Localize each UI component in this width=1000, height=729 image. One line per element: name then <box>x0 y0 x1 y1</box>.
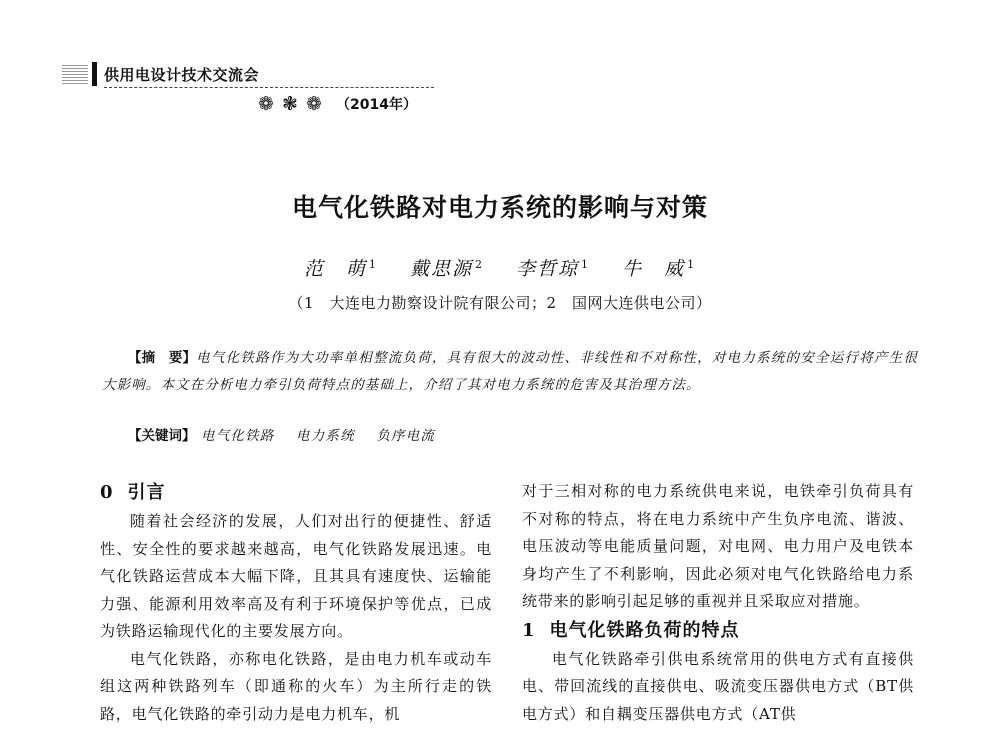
right-column <box>522 478 914 728</box>
keyword: 负序电流 <box>376 428 436 444</box>
author-list <box>0 254 1000 281</box>
keywords <box>128 424 451 444</box>
running-header <box>62 60 502 94</box>
author: 李哲琼 $^1$ <box>516 257 591 280</box>
keyword: 电力系统 <box>296 428 355 444</box>
ornament-icon: ❁ <box>258 93 274 115</box>
section-heading-intro: 0 引言 <box>100 482 166 503</box>
article-title: 电气化铁路对电力系统的影响与对策 <box>291 193 708 222</box>
header-divider <box>104 87 434 88</box>
paragraph: 电气化铁路，亦称电化铁路，是由电力机车或动车组这两种铁路列车（即通称的火车）为主所行走的铁路，电气化铁路的牵引动力是电力机车，机 <box>100 649 492 723</box>
ornament-icon: ❃ <box>282 93 298 115</box>
header-bar-decoration <box>92 62 97 86</box>
conference-year: （2014年） <box>336 97 418 113</box>
left-column <box>100 478 492 728</box>
abstract-text: 电气化铁路作为大功率单相整流负荷，具有很大的波动性、非线性和不对称性，对电力系统的安全运行将产生很大影响。本文在分析电力牵引负荷特点的基础上，介绍了其对电力系统的危害及其治理方法。 <box>102 350 918 393</box>
abstract-label: 【摘 要】 <box>128 350 197 366</box>
affiliations: （1 大连电力勘察设计院有限公司；2 国网大连供电公司） <box>288 294 712 312</box>
section-heading-features: 1 电气化铁路负荷的特点 <box>522 619 740 641</box>
abstract <box>102 345 918 399</box>
paragraph: 电气化铁路牵引供电系统常用的供电方式有直接供电、带回流线的直接供电、吸流变压器供电方式（BT供电方式）和自耦变压器供电方式（AT供 <box>522 649 914 723</box>
author: 牛 威 $^1$ <box>622 257 697 280</box>
keywords-label: 【关键词】 <box>128 428 196 444</box>
author: 范 萌 $^1$ <box>303 257 378 280</box>
year-row <box>258 93 417 115</box>
paragraph: 对于三相对称的电力系统供电来说，电铁牵引负荷具有不对称的特点，将在电力系统中产生负序电流、谐波、电压波动等电能质量问题，对电网、电力用户及电铁本身均产生了不利影响，因此必须对电气化铁路给电力系统带来的影响引起足够的重视并且采取应对措施。 <box>522 482 914 610</box>
author: 戴思源 $^2$ <box>409 257 484 280</box>
keyword: 电气化铁路 <box>201 428 275 444</box>
ornament-icon: ❁ <box>306 93 322 115</box>
series-title: 供用电设计技术交流会 <box>104 66 260 84</box>
header-hatch-decoration <box>62 64 88 84</box>
paragraph: 随着社会经济的发展，人们对出行的便捷性、舒适性、安全性的要求越来越高，电气化铁路发展迅速。电气化铁路运营成本大幅下降，且其具有速度快、运输能力强、能源利用效率高及有利于环境保护等优点，已成为铁路运输现代化的主要发展方向。 <box>100 512 492 640</box>
